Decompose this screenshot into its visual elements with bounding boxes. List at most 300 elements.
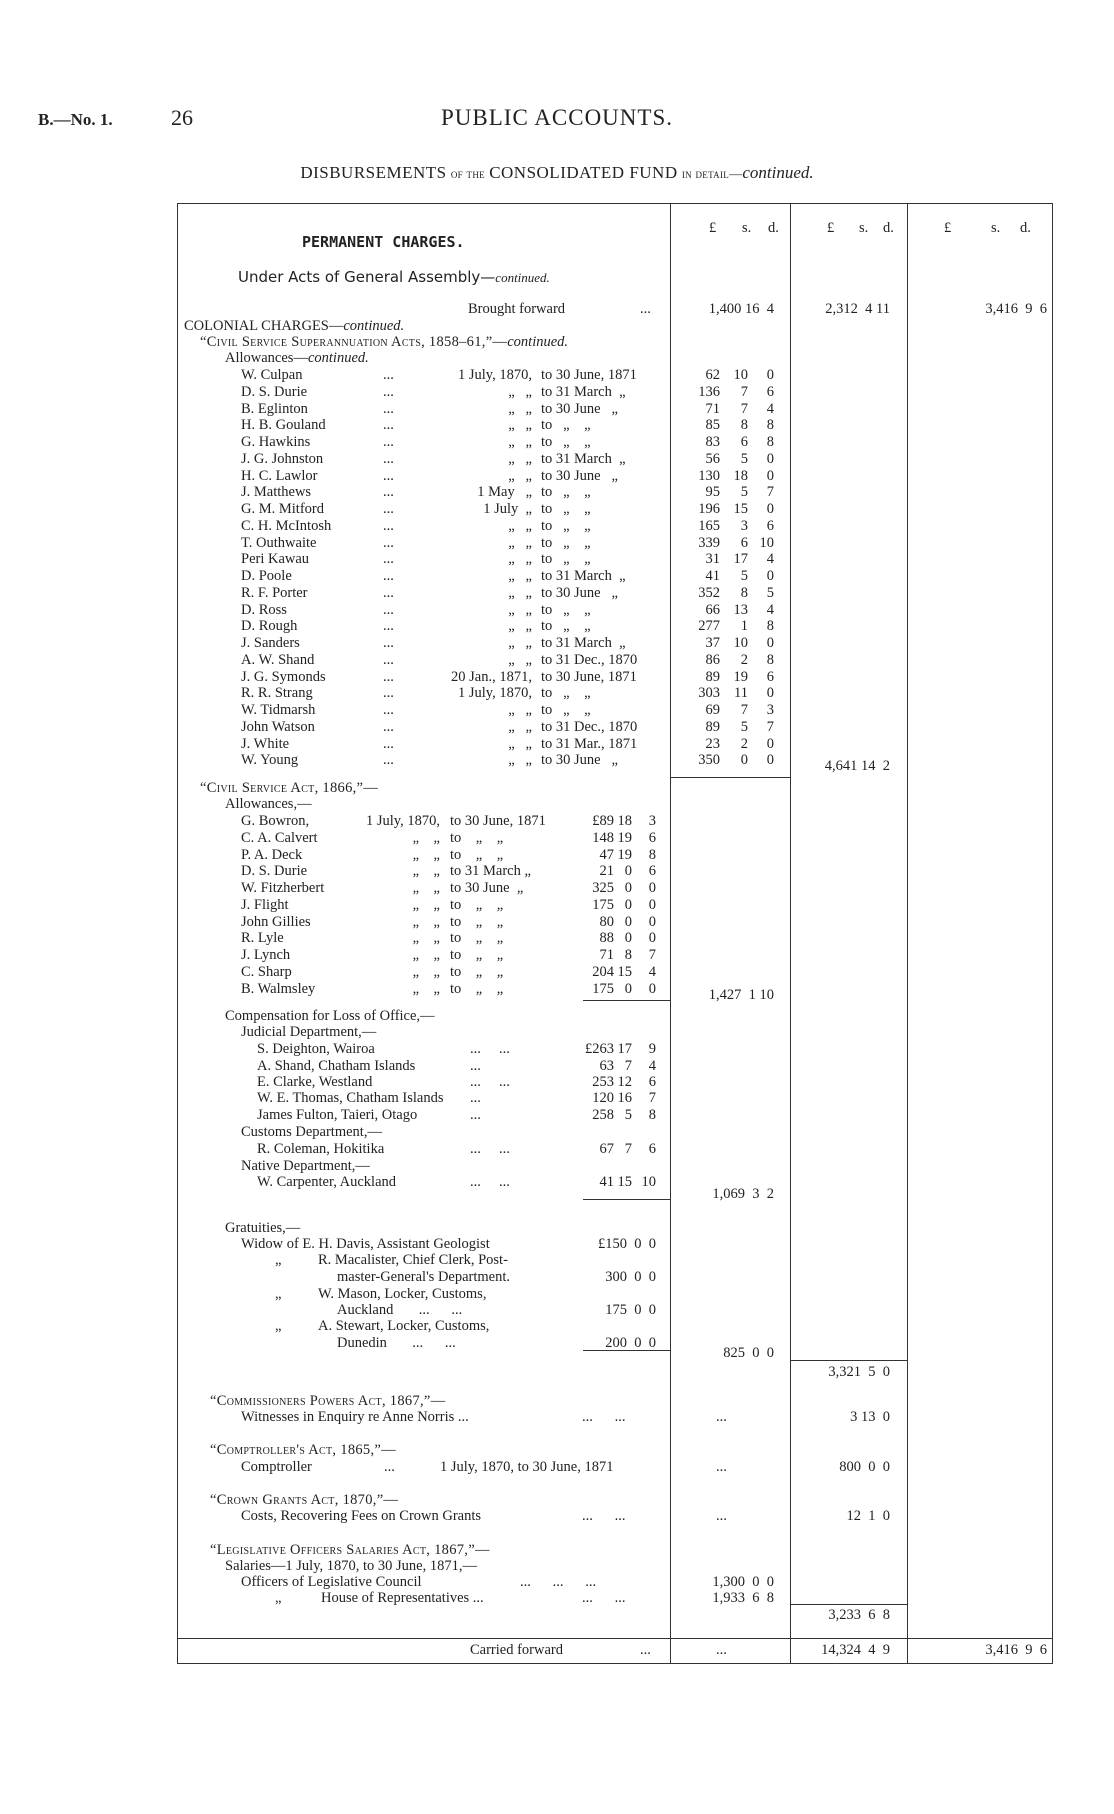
leader-dots: ... [383, 400, 394, 417]
amount-shillings: 2 [740, 735, 748, 752]
pensioner-name: J. White [241, 735, 290, 752]
leader-dots: ... ... [470, 1141, 510, 1157]
amount-pence: 0 [766, 450, 774, 467]
amount-pounds: 204 [592, 963, 614, 980]
leader-dots: ... [470, 1107, 481, 1123]
col1-pence: d. [768, 220, 779, 236]
amount-pence: 8 [766, 618, 774, 635]
period-from: „ „ [412, 829, 440, 846]
subheading-text: Under Acts of General Assembly— [238, 268, 496, 286]
amount-pounds: 89 [705, 668, 720, 685]
col-rule-3 [907, 203, 908, 1663]
subtitle-part-a: DISBURSEMENTS [300, 163, 447, 182]
leader-dots: ... [383, 501, 394, 517]
amount-shillings: 7 [740, 383, 748, 400]
period-from: „ „ [412, 947, 440, 963]
amount-pounds: 303 [698, 685, 720, 702]
period-to: to 31 March „ [450, 863, 531, 880]
amount-pounds: £263 [585, 1041, 614, 1057]
amount-shillings: 13 [733, 601, 748, 618]
amount-shillings: 10 [733, 367, 748, 383]
period-to: to „ „ [450, 829, 504, 846]
gratuity-line-4b: Dunedin ... ... [337, 1335, 456, 1351]
superannuation-title [200, 334, 568, 350]
amount-shillings: 0 [624, 913, 632, 930]
amount-pence: 0 [766, 685, 774, 702]
amount-pence: 9 [648, 1041, 656, 1057]
period-from: „ „ [412, 846, 440, 863]
amount-shillings: 7 [740, 702, 748, 718]
period-from: 1 July, 1870, [366, 813, 440, 829]
leader-dots: ... [383, 417, 394, 434]
amount-pence: 3 [648, 813, 656, 829]
commissioners-col1: ... [716, 1409, 727, 1425]
leader-dots: ... [383, 702, 394, 718]
amount-pence: 0 [766, 735, 774, 752]
pensioner-name: John Gillies [241, 913, 311, 930]
gratuity-line-2a: R. Macalister, Chief Clerk, Post- [318, 1252, 508, 1268]
gratuity-line-3b: Auckland ... ... [337, 1302, 463, 1318]
amount-shillings: 5 [740, 718, 748, 735]
amount-shillings: 7 [624, 1141, 632, 1157]
superannuation-allowances [225, 350, 369, 366]
comptroller-title: “Comptroller's Act, 1865,”— [210, 1442, 396, 1458]
amount-shillings: 0 [740, 752, 748, 769]
period-to: to „ „ [450, 963, 504, 980]
period-from: 1 May „ [477, 484, 532, 501]
amount-pounds: 165 [698, 517, 720, 534]
legislative-title: “Legislative Officers Salaries Act, 1867,”— [210, 1542, 490, 1558]
amount-pence: 5 [766, 584, 774, 601]
brought-forward-col2: 2,312 4 11 [825, 301, 890, 317]
leader-dots: ... [383, 568, 394, 584]
gratuity-line-2b: master-General's Department. [337, 1269, 511, 1285]
leader-dots: ... [383, 635, 394, 651]
pensioner-name: J. G. Symonds [241, 668, 326, 685]
period-from: „ „ [508, 434, 532, 450]
amount-shillings: 15 [733, 501, 748, 517]
period-to: to 31 Dec., 1870 [541, 651, 638, 668]
amount-pounds: 277 [698, 618, 720, 635]
pensioner-name: D. Ross [241, 601, 287, 618]
period-from: „ „ [508, 568, 532, 584]
amount-pounds: 31 [705, 551, 720, 568]
colonial-cont: continued. [343, 318, 405, 334]
civil-service-total: 1,427 1 10 [708, 987, 774, 1003]
period-to: to 31 Mar., 1871 [541, 735, 638, 752]
ditto-mark-1: „ [275, 1252, 282, 1268]
period-to: to „ „ [541, 702, 591, 718]
superannuation-title-text: “Civil Service Superannuation Acts, 1858–61,”— [200, 334, 508, 350]
commissioners-title: “Commissioners Powers Act, 1867,”— [210, 1393, 446, 1409]
pensioner-name: Peri Kawau [241, 551, 310, 568]
ditto-mark-3: „ [275, 1318, 282, 1334]
col3-pence: d. [1020, 220, 1031, 236]
civil-service-title: “Civil Service Act, 1866,”— [200, 780, 379, 796]
superannuation-cont: continued. [507, 334, 569, 350]
subheading-cont: continued. [495, 270, 550, 285]
period-to: to „ „ [541, 484, 591, 501]
legislative-line-2: House of Representatives ... [321, 1590, 484, 1606]
period-from: „ „ [508, 551, 532, 568]
commissioners-line: Witnesses in Enquiry re Anne Norris ... [241, 1409, 469, 1425]
commissioners-dots: ... ... [582, 1409, 626, 1425]
leader-dots: ... [383, 618, 394, 635]
amount-shillings: 12 [617, 1074, 632, 1090]
pensioner-name: H. C. Lawlor [241, 467, 318, 484]
colonial-charges-heading [184, 318, 404, 334]
pensioner-name: G. Hawkins [241, 434, 311, 450]
col3-pound: £ [944, 220, 952, 236]
amount-pounds: 339 [698, 534, 720, 551]
period-from: „ „ [412, 913, 440, 930]
leader-dots: ... [470, 1090, 481, 1106]
period-from: „ „ [508, 517, 532, 534]
pensioner-name: G. M. Mitford [241, 501, 324, 517]
period-to: to „ „ [450, 947, 504, 963]
pensioner-name: D. S. Durie [241, 863, 308, 880]
amount-pence: 0 [766, 752, 774, 769]
subtotal-rule-1 [670, 777, 790, 778]
leader-dots: ... [383, 383, 394, 400]
period-from: „ „ [508, 467, 532, 484]
footer-rule-top [177, 1638, 1053, 1639]
carried-forward-col2: 14,324 4 9 [821, 1642, 890, 1658]
period-from: „ „ [508, 702, 532, 718]
amount-shillings: 5 [740, 450, 748, 467]
period-to: to 30 June, 1871 [450, 813, 546, 829]
recipient: R. Coleman, Hokitika [257, 1141, 385, 1157]
period-to: to 31 March „ [541, 635, 626, 651]
period-from: „ „ [412, 963, 440, 980]
period-to: to „ „ [541, 434, 591, 450]
amount-shillings: 5 [624, 1107, 632, 1123]
period-from: 1 July, 1870, [458, 685, 532, 702]
amount-pounds: 196 [698, 501, 720, 517]
comptroller-dots: ... [384, 1459, 395, 1475]
carried-forward-dots: ... [640, 1642, 651, 1658]
amount-pounds: 350 [698, 752, 720, 769]
brought-forward-col3: 3,416 9 6 [985, 301, 1047, 317]
period-to: to 30 June „ [541, 467, 618, 484]
subtitle-part-e: continued. [742, 163, 814, 182]
pensioner-name: J. Flight [241, 896, 289, 913]
period-from: „ „ [412, 930, 440, 947]
amount-pounds: 175 [592, 896, 614, 913]
leader-dots: ... [383, 685, 394, 702]
pensioner-name: H. B. Gouland [241, 417, 326, 434]
amount-pence: 0 [648, 896, 656, 913]
period-from: „ „ [508, 400, 532, 417]
gratuity-line-3a: W. Mason, Locker, Customs, [318, 1286, 487, 1302]
period-to: to 30 June „ [541, 752, 618, 769]
amount-pounds: 47 [599, 846, 614, 863]
amount-pence: 7 [648, 947, 656, 963]
period-from: „ „ [412, 880, 440, 896]
amount-shillings: 16 [617, 1090, 632, 1106]
pensioner-name: W. Culpan [241, 367, 303, 383]
col2-shilling: s. [859, 220, 869, 236]
crown-grants-dots: ... ... [582, 1508, 626, 1524]
amount-shillings: 6 [740, 434, 748, 450]
recipient: W. E. Thomas, Chatham Islands [257, 1090, 444, 1106]
pensioner-name: D. S. Durie [241, 383, 308, 400]
leader-dots: ... [383, 584, 394, 601]
amount-pence: 6 [648, 863, 656, 880]
amount-shillings: 17 [733, 551, 748, 568]
period-to: to „ „ [541, 618, 591, 635]
amount-pence: 4 [648, 963, 656, 980]
col1-pound: £ [709, 220, 717, 236]
comptroller-period: 1 July, 1870, to 30 June, 1871 [440, 1459, 614, 1475]
period-to: to 30 June „ [541, 400, 618, 417]
amount-shillings: 5 [740, 484, 748, 501]
leader-dots: ... [383, 434, 394, 450]
leader-dots: ... [383, 668, 394, 685]
amount-pence: 4 [766, 551, 774, 568]
amount-pounds: £89 [592, 813, 614, 829]
amount-shillings: 3 [740, 517, 748, 534]
amount-shillings: 15 [617, 1174, 632, 1190]
amount-pence: 4 [766, 601, 774, 618]
period-from: „ „ [508, 651, 532, 668]
period-from: 20 Jan., 1871, [451, 668, 532, 685]
amount-shillings: 19 [733, 668, 748, 685]
legislative-value-1: 1,300 0 0 [712, 1574, 774, 1590]
legislative-total: 3,233 6 8 [828, 1607, 890, 1623]
gratuity-amount-4: 200 0 0 [605, 1335, 656, 1351]
legislative-dots-1: ... ... ... [520, 1574, 597, 1590]
amount-pounds: 148 [592, 829, 614, 846]
comptroller-col1: ... [716, 1459, 727, 1475]
period-from: „ „ [412, 896, 440, 913]
period-from: „ „ [508, 601, 532, 618]
period-from: „ „ [508, 618, 532, 635]
leader-dots: ... [383, 601, 394, 618]
amount-pounds: 71 [705, 400, 720, 417]
amount-shillings: 19 [617, 829, 632, 846]
period-to: to „ „ [541, 417, 591, 434]
recipient: S. Deighton, Wairoa [257, 1041, 375, 1057]
allowances-label: Allowances— [225, 350, 308, 366]
legislative-dots-2: ... ... [582, 1590, 626, 1606]
period-to: to „ „ [541, 501, 591, 517]
amount-pounds: 352 [698, 584, 720, 601]
pensioner-name: T. Outhwaite [241, 534, 317, 551]
amount-pence: 8 [766, 417, 774, 434]
amount-shillings: 0 [624, 896, 632, 913]
amount-pence: 8 [648, 1107, 656, 1123]
period-from: „ „ [508, 383, 532, 400]
period-to: to „ „ [541, 601, 591, 618]
amount-shillings: 0 [624, 930, 632, 947]
amount-shillings: 0 [624, 880, 632, 896]
leader-dots: ... ... [470, 1174, 510, 1190]
period-from: „ „ [508, 735, 532, 752]
amount-pence: 7 [766, 484, 774, 501]
amount-pence: 4 [766, 400, 774, 417]
leader-dots: ... [383, 735, 394, 752]
superannuation-total: 4,641 14 2 [824, 758, 890, 774]
brought-forward-label: Brought forward [468, 301, 566, 317]
amount-shillings: 8 [624, 947, 632, 963]
recipient: A. Shand, Chatham Islands [257, 1058, 416, 1074]
colonial-label: COLONIAL CHARGES— [184, 318, 344, 334]
department-label: Customs Department,— [241, 1124, 382, 1140]
pensioner-name: R. R. Strang [241, 685, 313, 702]
amount-pounds: 130 [698, 467, 720, 484]
pensioner-name: J. Matthews [241, 484, 312, 501]
amount-pounds: 86 [705, 651, 720, 668]
amount-pounds: 95 [705, 484, 720, 501]
leader-dots: ... [470, 1058, 481, 1074]
amount-pounds: 67 [599, 1141, 614, 1157]
table-right-rule [1052, 203, 1053, 1663]
leader-dots: ... [383, 517, 394, 534]
leader-dots: ... [383, 367, 394, 383]
leader-dots: ... ... [470, 1041, 510, 1057]
table-left-rule [177, 203, 178, 1663]
amount-pence: 0 [766, 501, 774, 517]
table-top-rule [177, 203, 1053, 204]
amount-shillings: 18 [617, 813, 632, 829]
section-subheading [238, 269, 550, 286]
amount-pounds: 88 [599, 930, 614, 947]
amount-pence: 8 [648, 846, 656, 863]
amount-pounds: 136 [698, 383, 720, 400]
gratuity-line-4a: A. Stewart, Locker, Customs, [318, 1318, 490, 1334]
pensioner-name: R. F. Porter [241, 584, 308, 601]
page-title: PUBLIC ACCOUNTS. [441, 105, 673, 130]
crown-grants-col1: ... [716, 1508, 727, 1524]
period-to: to „ „ [541, 534, 591, 551]
amount-pence: 0 [648, 930, 656, 947]
inner-rule-2 [583, 1199, 670, 1200]
leader-dots: ... [383, 551, 394, 568]
amount-pence: 8 [766, 651, 774, 668]
amount-shillings: 15 [617, 963, 632, 980]
amount-pounds: 80 [599, 913, 614, 930]
brought-forward-dots: ... [640, 301, 651, 317]
amount-shillings: 18 [733, 467, 748, 484]
crown-grants-col2: 12 1 0 [846, 1508, 890, 1524]
period-to: to „ „ [450, 846, 504, 863]
period-to: to 31 March „ [541, 450, 626, 467]
pensioner-name: B. Eglinton [241, 400, 308, 417]
col2-pound: £ [827, 220, 835, 236]
recipient: James Fulton, Taieri, Otago [257, 1107, 418, 1123]
amount-pence: 10 [759, 534, 774, 551]
subtotal-rule-2 [790, 1360, 907, 1361]
legislative-salaries: Salaries—1 July, 1870, to 30 June, 1871,— [225, 1558, 477, 1574]
pensioner-name: J. Lynch [241, 947, 291, 963]
period-from: „ „ [412, 863, 440, 880]
period-to: to „ „ [541, 551, 591, 568]
amount-pence: 8 [766, 434, 774, 450]
period-to: to 31 March „ [541, 383, 626, 400]
amount-pence: 0 [648, 880, 656, 896]
leader-dots: ... [383, 651, 394, 668]
amount-shillings: 8 [740, 584, 748, 601]
amount-pence: 6 [766, 383, 774, 400]
subtitle-part-c: CONSOLIDATED FUND [489, 163, 678, 182]
amount-pence: 0 [766, 467, 774, 484]
amount-pence: 0 [766, 635, 774, 651]
amount-shillings: 2 [740, 651, 748, 668]
amount-pounds: 175 [592, 980, 614, 997]
col1-shilling: s. [742, 220, 752, 236]
pensioner-name: W. Tidmarsh [241, 702, 316, 718]
commissioners-col2: 3 13 0 [850, 1409, 890, 1425]
gratuity-amount-2: 300 0 0 [605, 1269, 656, 1285]
amount-pounds: 63 [599, 1058, 614, 1074]
pensioner-name: D. Rough [241, 618, 298, 635]
gratuity-line-1: Widow of E. H. Davis, Assistant Geologist [241, 1236, 490, 1252]
pensioner-name: G. Bowron, [241, 813, 310, 829]
amount-pence: 3 [766, 702, 774, 718]
pensioner-name: J. G. Johnston [241, 450, 324, 467]
page-number: 26 [171, 105, 193, 130]
pensioner-name: J. Sanders [241, 635, 300, 651]
period-from: „ „ [508, 635, 532, 651]
amount-pence: 0 [766, 367, 774, 383]
pensioner-name: C. A. Calvert [241, 829, 318, 846]
amount-pounds: 120 [592, 1090, 614, 1106]
table-bottom-rule [177, 1663, 1053, 1664]
carried-forward-col1: ... [716, 1642, 727, 1658]
period-to: to „ „ [541, 517, 591, 534]
period-from: „ „ [508, 584, 532, 601]
recipient: W. Carpenter, Auckland [257, 1174, 397, 1190]
amount-shillings: 0 [624, 863, 632, 880]
amount-pence: 7 [648, 1090, 656, 1106]
amount-pence: 0 [648, 913, 656, 930]
comptroller-line: Comptroller [241, 1459, 312, 1475]
period-from: „ „ [508, 718, 532, 735]
gratuity-amount-3: 175 0 0 [605, 1302, 656, 1318]
colonial-section-total: 3,321 5 0 [828, 1364, 890, 1380]
amount-pounds: 56 [705, 450, 720, 467]
amount-pounds: 69 [705, 702, 720, 718]
col-rule-1 [670, 203, 671, 1663]
amount-shillings: 10 [733, 635, 748, 651]
gratuity-amount-1: £150 0 0 [598, 1236, 656, 1252]
period-to: to 30 June, 1871 [541, 668, 637, 685]
comptroller-col2: 800 0 0 [839, 1459, 890, 1475]
amount-pence: 0 [766, 568, 774, 584]
crown-grants-title: “Crown Grants Act, 1870,”— [210, 1492, 399, 1508]
amount-pounds: 89 [705, 718, 720, 735]
carried-forward-label: Carried forward [470, 1642, 563, 1658]
amount-pence: 6 [648, 829, 656, 846]
amount-shillings: 1 [740, 618, 748, 635]
pensioner-name: W. Fitzherbert [241, 880, 325, 896]
legislative-value-2: 1,933 6 8 [712, 1590, 774, 1606]
amount-shillings: 0 [624, 980, 632, 997]
civil-service-allowances: Allowances,— [225, 796, 312, 812]
period-from: „ „ [508, 450, 532, 467]
ditto-mark-2: „ [275, 1286, 282, 1302]
page-subtitle [0, 165, 1114, 182]
pensioner-name: John Watson [241, 718, 315, 735]
col-rule-2 [790, 203, 791, 1663]
compensation-total: 1,069 3 2 [712, 1186, 774, 1202]
recipient: E. Clarke, Westland [257, 1074, 373, 1090]
carried-forward-col3: 3,416 9 6 [985, 1642, 1047, 1658]
period-from: „ „ [508, 752, 532, 769]
amount-shillings: 5 [740, 568, 748, 584]
pensioner-name: B. Walmsley [241, 980, 316, 997]
